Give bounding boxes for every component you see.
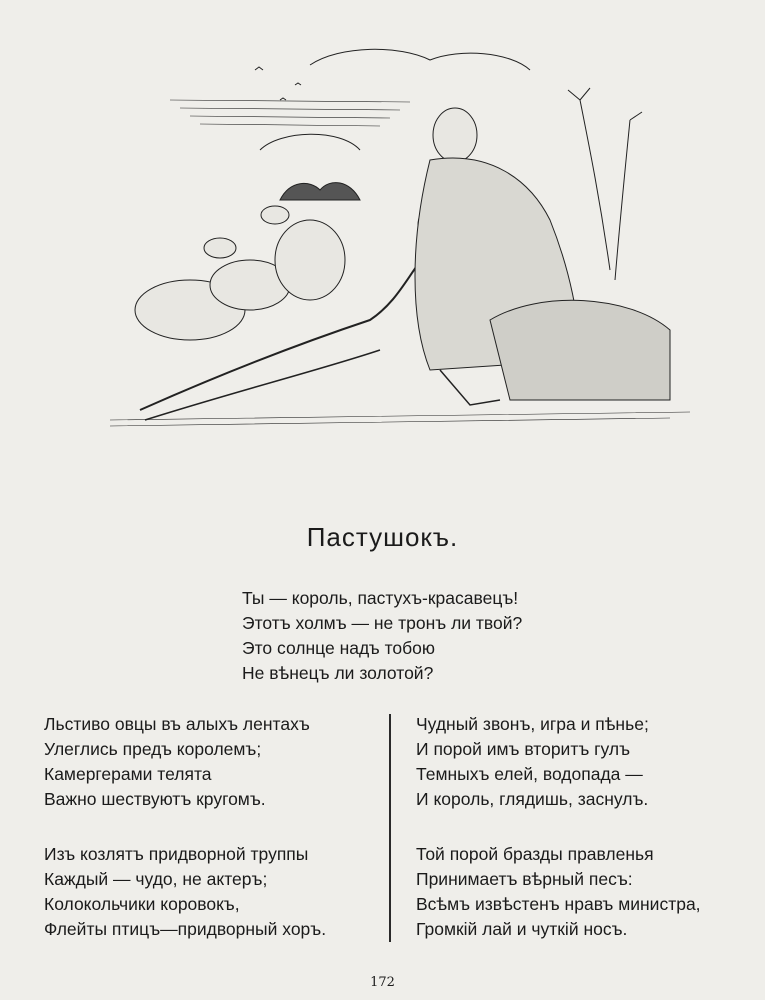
verse-line: Громкій лай и чуткій носъ. [416,919,628,939]
shepherd-engraving [110,40,690,430]
verse-line: И порой имъ вторитъ гулъ [416,739,631,759]
verse-line: Чудный звонъ, игра и пѣнье; [416,714,649,734]
verse-line: И король, глядишь, заснулъ. [416,789,649,809]
stanza-5 [416,842,701,942]
stanza-1 [242,586,522,686]
verse-line: Темныхъ елей, водопада — [416,764,643,784]
verse-line: Это солнце надъ тобою [242,638,436,658]
column-divider [389,714,391,942]
verse-line: Не вѣнецъ ли золотой? [242,663,434,683]
poem-title: Пастушокъ. [306,522,459,552]
verse-line: Изъ козлятъ придворной труппы [44,844,309,864]
verse-line: Важно шествуютъ кругомъ. [44,789,266,809]
stanza-3 [416,712,649,812]
verse-line: Ты — король, пастухъ-красавецъ! [242,588,519,608]
verse-line: Всѣмъ извѣстенъ нравъ министра, [416,894,701,914]
verse-line: Той порой бразды правленья [416,844,654,864]
stanza-4 [44,842,326,942]
verse-line: Флейты птицъ—придворный хоръ. [44,919,327,939]
stanza-2 [44,712,310,812]
verse-line: Камергерами телята [44,764,212,784]
page-number: 172 [370,975,395,990]
verse-line: Принимаетъ вѣрный песъ: [416,869,633,889]
verse-line: Колокольчики коровокъ, [44,894,240,914]
verse-line: Каждый — чудо, не актеръ; [44,869,268,889]
verse-line: Улеглись предъ королемъ; [44,739,262,759]
verse-line: Льстиво овцы въ алыхъ лентахъ [44,714,310,734]
verse-line: Этотъ холмъ — не тронъ ли твой? [242,613,523,633]
